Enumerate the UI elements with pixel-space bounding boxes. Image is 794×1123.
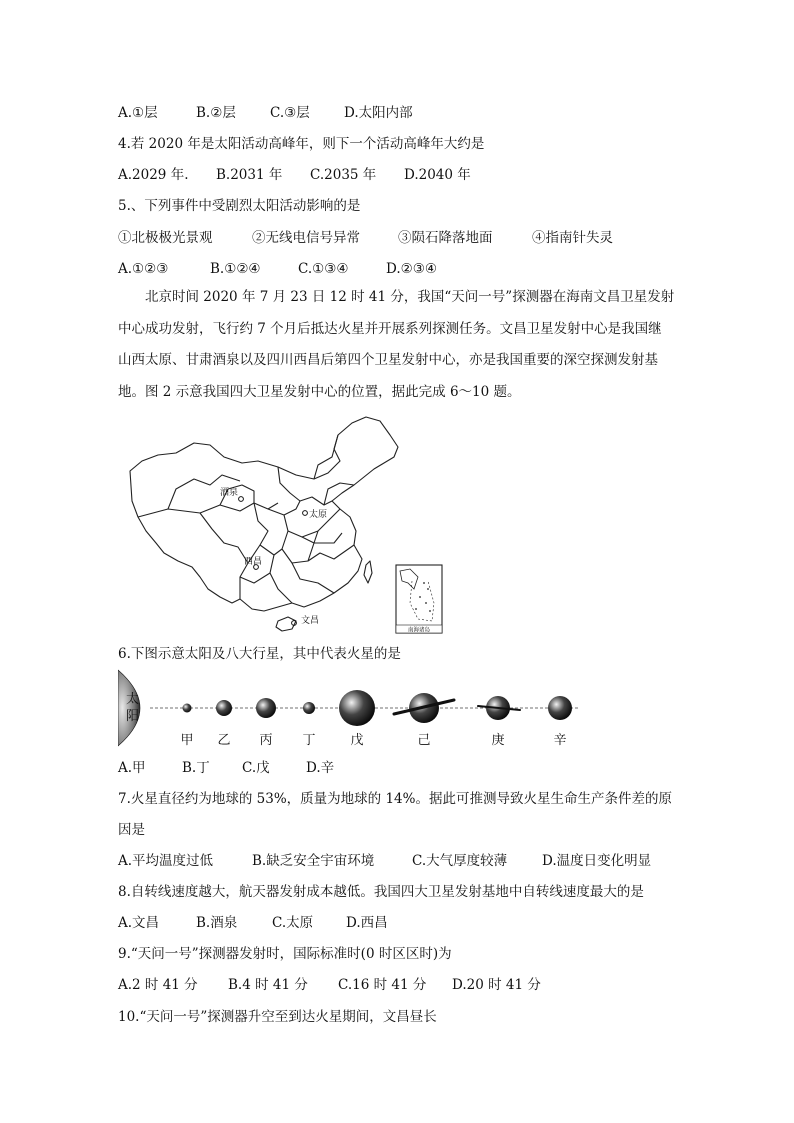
q9-option-b: B.4 时 41 分: [228, 977, 308, 993]
q3-option-a: A.①层: [118, 105, 158, 121]
q5-stem: 5.、下列事件中受剧烈太阳活动影响的是: [118, 198, 361, 214]
planet-wu: [339, 690, 375, 726]
q5-items: [118, 228, 613, 248]
passage: [118, 282, 678, 408]
wenchang-label: 文昌: [301, 616, 320, 626]
xichang-label: 西昌: [244, 557, 263, 567]
taiyuan-marker: [303, 511, 308, 516]
q4-stem: 4.若 2020 年是太阳活动高峰年，则下一个活动高峰年大约是: [118, 136, 485, 152]
q4-option-a: A.2029 年.: [118, 167, 189, 183]
q7-stem-line-2: 因是: [118, 822, 145, 838]
passage-line-4: 地。图 2 示意我国四大卫星发射中心的位置，据此完成 6～10 题。: [118, 383, 521, 400]
planet-label-geng: 庚: [491, 733, 505, 748]
q8-option-d: D.西昌: [346, 915, 388, 931]
taiwan-island: [364, 561, 372, 583]
q4-option-c: C.2035 年: [310, 167, 377, 183]
q6-option-d: D.辛: [306, 760, 335, 776]
china-map: [128, 413, 446, 635]
solar-system-figure: [118, 668, 588, 748]
taiyuan-label: 太原: [309, 510, 328, 520]
q5-option-d: D.②③④: [386, 261, 437, 277]
q7-option-a: A.平均温度过低: [118, 853, 214, 869]
q5-item-3: ③陨石降落地面: [398, 230, 493, 246]
inset-label: 南海诸岛: [407, 627, 431, 634]
planet-bing: [256, 698, 276, 718]
q9-option-d: D.20 时 41 分: [452, 977, 541, 993]
sun-label-1: 太: [126, 692, 140, 707]
planet-label-yi: 乙: [217, 733, 231, 748]
jiuquan-marker: [239, 497, 244, 502]
q3-option-d: D.太阳内部: [344, 105, 413, 121]
q8-option-a: A.文昌: [118, 915, 160, 931]
planet-label-jia: 甲: [180, 733, 194, 748]
q5-item-2: ②无线电信号异常: [252, 230, 360, 246]
q10-stem: 10.“天问一号”探测器升空至到达火星期间，文昌昼长: [118, 1009, 437, 1025]
q7-options: [118, 851, 651, 871]
south-china-sea-inset: [396, 565, 442, 634]
q4-option-d: D.2040 年: [404, 167, 471, 183]
q9-option-c: C.16 时 41 分: [338, 977, 427, 993]
q9-option-a: A.2 时 41 分: [118, 977, 198, 993]
q4-options: [118, 165, 471, 185]
planet-label-wu: 戊: [350, 733, 364, 748]
q6-stem: 6.下图示意太阳及八大行星，其中代表火星的是: [118, 646, 401, 662]
q6-option-b: B.丁: [182, 760, 210, 776]
sun-label-2: 阳: [126, 709, 140, 724]
q8-options: [118, 913, 388, 933]
planet-label-xin: 辛: [553, 733, 567, 748]
jiuquan-label: 酒泉: [220, 488, 239, 498]
planet-ding: [303, 702, 315, 714]
q5-item-1: ①北极极光景观: [118, 230, 213, 246]
passage-line-3: 山西太原、甘肃酒泉以及四川西昌后第四个卫星发射中心，亦是我国重要的深空探测发射基: [118, 352, 658, 368]
planet-label-ji: 己: [417, 733, 431, 748]
q5-option-c: C.①③④: [298, 261, 349, 277]
q3-option-b: B.②层: [196, 105, 236, 121]
q9-stem: 9.“天问一号”探测器发射时，国际标准时(0 时区区时)为: [118, 946, 452, 962]
hainan-island: [276, 617, 296, 631]
q8-option-b: B.酒泉: [196, 915, 238, 931]
q7-option-b: B.缺乏安全宇宙环境: [252, 853, 375, 869]
q9-options: [118, 975, 541, 995]
sun: [118, 670, 140, 746]
passage-line-2: 中心成功发射，飞行约 7 个月后抵达火星并开展系列探测任务。文昌卫星发射中心是我国继: [118, 320, 662, 337]
q8-stem: 8.自转线速度越大，航天器发射成本越低。我国四大卫星发射基地中自转线速度最大的是: [118, 884, 644, 900]
q5-options: [118, 259, 437, 279]
passage-line-1: 北京时间 2020 年 7 月 23 日 12 时 41 分，我国“天问一号”探测器在海南文昌卫星发射: [145, 289, 675, 305]
planet-geng: [478, 696, 520, 720]
q6-options: [118, 758, 334, 778]
q8-option-c: C.太原: [272, 915, 314, 931]
q6-option-a: A.甲: [118, 760, 146, 776]
q5-option-b: B.①②④: [210, 261, 261, 277]
q6-option-c: C.戊: [242, 760, 270, 776]
planet-jia: [183, 704, 192, 713]
q7-option-d: D.温度日变化明显: [542, 853, 652, 869]
planet-label-bing: 丙: [259, 733, 273, 748]
planet-label-ding: 丁: [302, 733, 316, 748]
q3-options: [118, 103, 413, 123]
planet-xin: [548, 696, 572, 720]
q4-option-b: B.2031 年: [216, 167, 283, 183]
planet-yi: [216, 700, 232, 716]
q7-stem-line-1: 7.火星直径约为地球的 53%，质量为地球的 14%。据此可推测导致火星生命生产条件差的原: [118, 791, 672, 807]
q5-option-a: A.①②③: [118, 261, 169, 277]
q3-option-c: C.③层: [270, 105, 310, 121]
q5-item-4: ④指南针失灵: [532, 230, 613, 246]
china-outline: [130, 417, 398, 611]
q7-option-c: C.大气厚度较薄: [412, 853, 508, 869]
